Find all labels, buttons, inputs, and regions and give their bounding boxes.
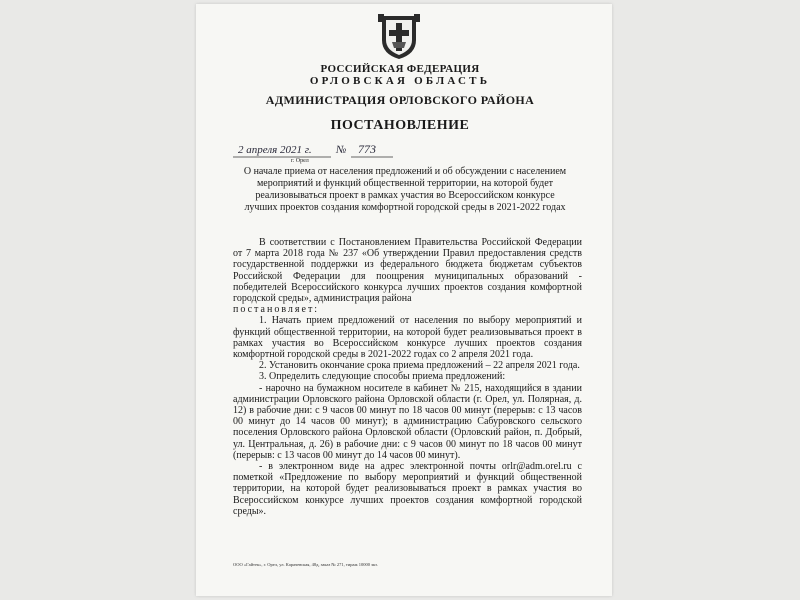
decree-word: постановляет: <box>233 304 320 316</box>
clause-3-electronic: - в электронном виде на адрес электронной почты orlr@adm.orel.ru с пометкой «Предложение по выбору мероприятий и функций общественной территории, на которой будет реализовываться проект в рамках участия во Всероссийском конкурсе лучших проектов создания комфортной городской среды». <box>233 461 582 517</box>
document-city: г. Орел <box>291 158 309 164</box>
coat-of-arms-emblem <box>378 12 420 60</box>
header-administration: АДМИНИСТРАЦИЯ ОРЛОВСКОГО РАЙОНА <box>265 93 535 107</box>
document-type-title: ПОСТАНОВЛЕНИЕ <box>330 118 470 133</box>
document-subject: О начале приема от населения предложений и об обсуждении с населением мероприятий и функций общественной территории, на которой будет реализовываться проект в рамках участия во Всероссийском конкурсе лучших проектов создания комфортной городской среды в 2021-2022 годах <box>243 166 567 213</box>
print-footer: ООО «Гайтек», г. Орел, ул. Карачевская, 48д, заказ № 271, тираж 10000 экз. <box>233 562 379 567</box>
document-number: 773 <box>358 142 376 156</box>
document-body <box>233 237 582 517</box>
header-country: РОССИЙСКАЯ ФЕДЕРАЦИЯ <box>320 63 480 75</box>
clause-3: 3. Определить следующие способы приема предложений: <box>259 371 506 383</box>
document-date: 2 апреля 2021 г. <box>238 144 312 156</box>
header-region: ОРЛОВСКАЯ ОБЛАСТЬ <box>309 75 491 87</box>
clause-1: 1. Начать прием предложений от населения по выбору мероприятий и функций общественной территории, на которой будет реализовываться проект в рамках участия во Всероссийском конкурсе лучших проектов создания комфортной городской среды в 2021-2022 годах со 2 апреля 2021 года. <box>233 315 582 361</box>
number-sign: № <box>336 144 347 156</box>
intro-paragraph: В соответствии с Постановлением Правительства Российской Федерации от 7 марта 2018 года № 237 «Об утверждении Правил предоставления средств государственной поддержки из федерального бюджета бюджетам субъектов Российской Федерации для поощрения муниципальных образований - победителей Всероссийского конкурса лучших проектов создания комфортной городской среды», администрация района <box>233 237 582 305</box>
clause-2: 2. Установить окончание срока приема предложений – 22 апреля 2021 года. <box>259 360 580 372</box>
clause-3-paper: - нарочно на бумажном носителе в кабинет № 215, находящийся в здании администрации Орловского района Орловской области (г. Орел, ул. Полярная, д. 12) в рабочие дни: с 9 часов 00 минут по 18 часов 00 минут (перерыв: с 13 часов 00 минут до 14 часов 00 минут); в администрацию Сабуровского сельского поселения Орловского района Орловской области (Орловский район, п. Добрый, ул. Центральная, д. 26) в рабочие дни: с 9 часов 00 минут по 18 часов 00 минут (перерыв: с 13 часов 00 минут до 14 часов 00 минут). <box>233 382 582 461</box>
